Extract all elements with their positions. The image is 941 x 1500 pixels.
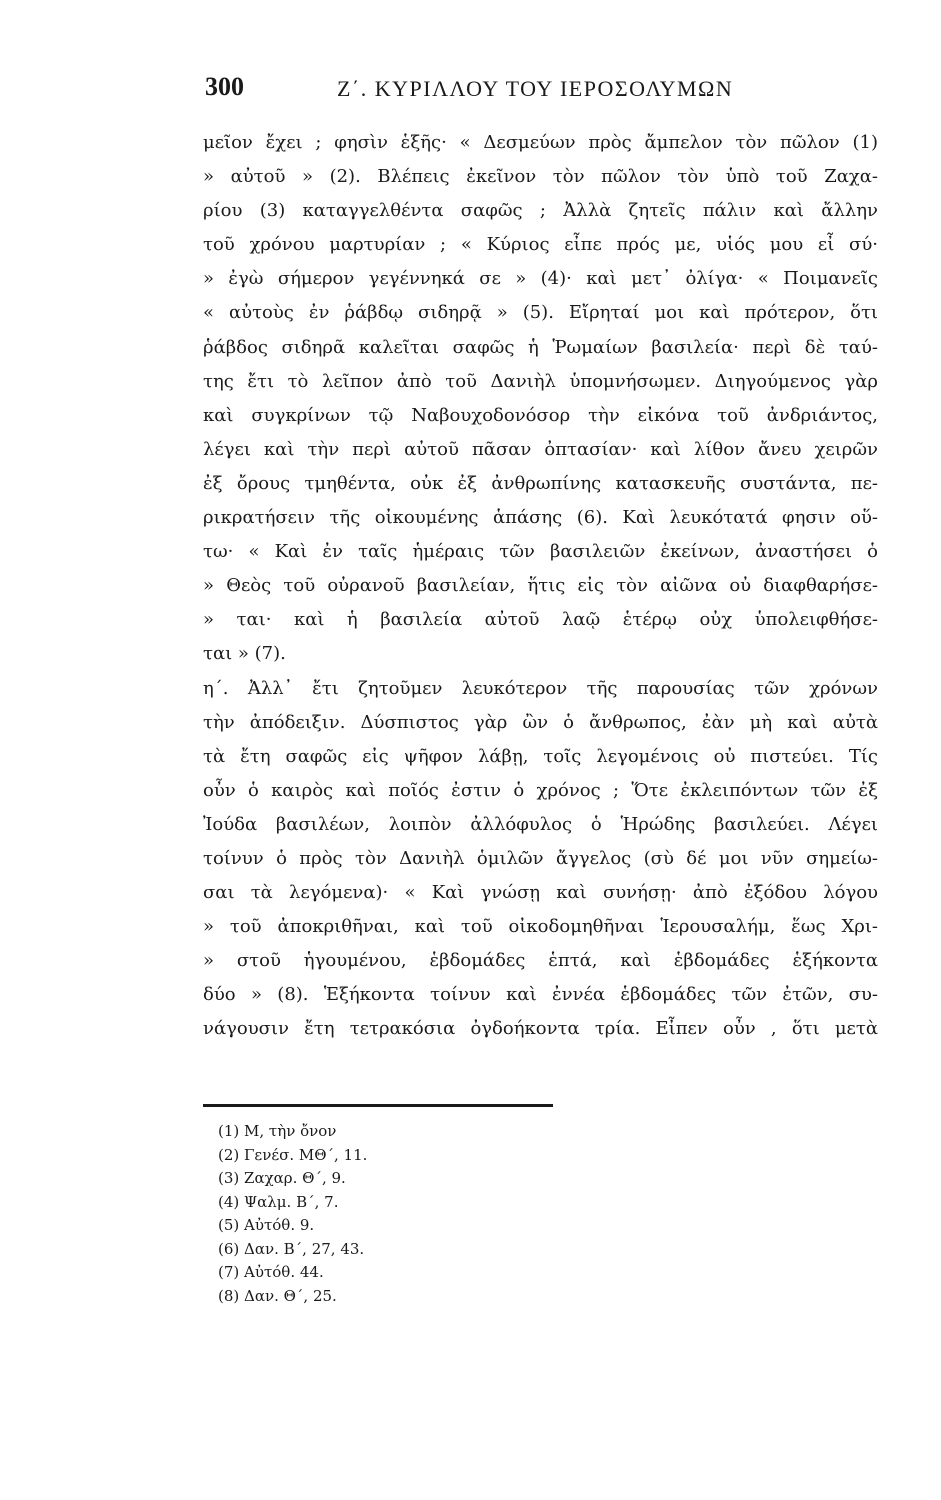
page-number: 300 — [205, 72, 244, 101]
text-line: τω· « Καὶ ἐν ταῖς ἡμέραις τῶν βασιλειῶν ἐκείνων, ἀναστήσει ὁ — [203, 541, 878, 563]
text-line: τοίνυν ὁ πρὸς τὸν Δανιὴλ ὁμιλῶν ἄγγελος (σὺ δέ μοι νῦν σημείω- — [203, 847, 878, 869]
text-line: ρίου (3) καταγγελθέντα σαφῶς ; Ἀλλὰ ζητεῖς πάλιν καὶ ἄλλην — [203, 200, 878, 222]
text-line: « αὐτοὺς ἐν ῥάβδῳ σιδηρᾷ » (5). Εἴρηταί μοι καὶ πρότερον, ὅτι — [203, 302, 878, 324]
footnote: (5) Αὐτόθ. 9. — [218, 1216, 315, 1234]
text-line: η΄. Ἀλλ᾽ ἔτι ζητοῦμεν λευκότερον τῆς παρουσίας τῶν χρόνων — [203, 677, 878, 699]
footnote: (1) Μ, τὴν ὄνον — [218, 1122, 337, 1140]
text-line: » Θεὸς τοῦ οὐρανοῦ βασιλείαν, ἥτις εἰς τὸν αἰῶνα οὐ διαφθαρήσε- — [203, 575, 878, 597]
text-line: μεῖον ἔχει ; φησὶν ἑξῆς· « Δεσμεύων πρὸς ἄμπελον τὸν πῶλον (1) — [203, 132, 878, 153]
footnote: (2) Γενέσ. ΜΘ΄, 11. — [218, 1145, 368, 1164]
footnote: (8) Δαν. Θ΄, 25. — [218, 1286, 337, 1305]
text-line: » αὐτοῦ » (2). Βλέπεις ἐκεῖνον τὸν πῶλον τὸν ὑπὸ τοῦ Ζαχα- — [203, 166, 878, 188]
text-line: Ἰούδα βασιλέων, λοιπὸν ἀλλόφυλος ὁ Ἡρώδης βασιλεύει. Λέγει — [203, 813, 878, 835]
page-header — [205, 72, 885, 112]
running-title: Ζ΄. ΚΥΡΙΛΛΟΥ ΤΟΥ ΙΕΡΟΣΟΛΥΜΩΝ — [337, 76, 734, 101]
footnote-divider — [203, 1104, 553, 1107]
text-line: » ἐγὼ σήμερον γεγέννηκά σε » (4)· καὶ μετ᾽ ὀλίγα· « Ποιμανεῖς — [203, 268, 878, 290]
text-line: » τοῦ ἀποκριθῆναι, καὶ τοῦ οἰκοδομηθῆναι Ἱερουσαλήμ, ἕως Χρι- — [203, 916, 878, 938]
body-text — [203, 126, 878, 1047]
text-line: της ἔτι τὸ λεῖπον ἀπὸ τοῦ Δανιὴλ ὑπομνήσωμεν. Διηγούμενος γὰρ — [203, 370, 878, 392]
footnote: (4) Ψαλμ. Β΄, 7. — [218, 1192, 339, 1211]
text-line: δύο » (8). Ἑξήκοντα τοίνυν καὶ ἐννέα ἑβδομάδες τῶν ἐτῶν, συ- — [203, 984, 878, 1006]
text-line: τοῦ χρόνου μαρτυρίαν ; « Κύριος εἶπε πρός με, υἱός μου εἶ σύ· — [203, 234, 878, 256]
text-line: λέγει καὶ τὴν περὶ αὐτοῦ πᾶσαν ὀπτασίαν· καὶ λίθον ἄνευ χειρῶν — [203, 438, 878, 460]
text-line: νάγουσιν ἔτη τετρακόσια ὀγδοήκοντα τρία. Εἶπεν οὖν , ὅτι μετὰ — [203, 1018, 878, 1040]
text-line: τὴν ἀπόδειξιν. Δύσπιστος γὰρ ὢν ὁ ἄνθρωπος, ἐὰν μὴ καὶ αὐτὰ — [203, 711, 878, 733]
footnote: (7) Αὐτόθ. 44. — [218, 1263, 324, 1281]
text-line: ρικρατήσειν τῆς οἰκουμένης ἁπάσης (6). Καὶ λευκότατά φησιν οὕ- — [203, 507, 878, 529]
text-line: σαι τὰ λεγόμενα)· « Καὶ γνώσῃ καὶ συνήσῃ· ἀπὸ ἐξόδου λόγου — [203, 882, 878, 904]
text-line: » στοῦ ἡγουμένου, ἑβδομάδες ἑπτά, καὶ ἑβδομάδες ἑξήκοντα — [203, 950, 878, 972]
text-line: οὖν ὁ καιρὸς καὶ ποῖός ἐστιν ὁ χρόνος ; Ὅτε ἐκλειπόντων τῶν ἐξ — [203, 779, 878, 801]
footnotes — [218, 1120, 518, 1308]
footnote: (6) Δαν. Β΄, 27, 43. — [218, 1239, 365, 1258]
footnote: (3) Ζαχαρ. Θ΄, 9. — [218, 1169, 346, 1187]
text-line: καὶ συγκρίνων τῷ Ναβουχοδονόσορ τὴν εἰκόνα τοῦ ἀνδριάντος, — [203, 404, 878, 426]
text-line: ῥάβδος σιδηρᾶ καλεῖται σαφῶς ἡ Ῥωμαίων βασιλεία· περὶ δὲ ταύ- — [203, 336, 878, 358]
text-line: » ται· καὶ ἡ βασιλεία αὐτοῦ λαῷ ἑτέρῳ οὐχ ὑπολειφθήσε- — [203, 609, 878, 631]
text-line: ται » (7). — [203, 643, 286, 665]
text-line: τὰ ἔτη σαφῶς εἰς ψῆφον λάβῃ, τοῖς λεγομένοις οὐ πιστεύει. Τίς — [203, 745, 878, 767]
text-line: ἐξ ὄρους τμηθέντα, οὐκ ἐξ ἀνθρωπίνης κατασκευῆς συστάντα, πε- — [203, 472, 878, 494]
